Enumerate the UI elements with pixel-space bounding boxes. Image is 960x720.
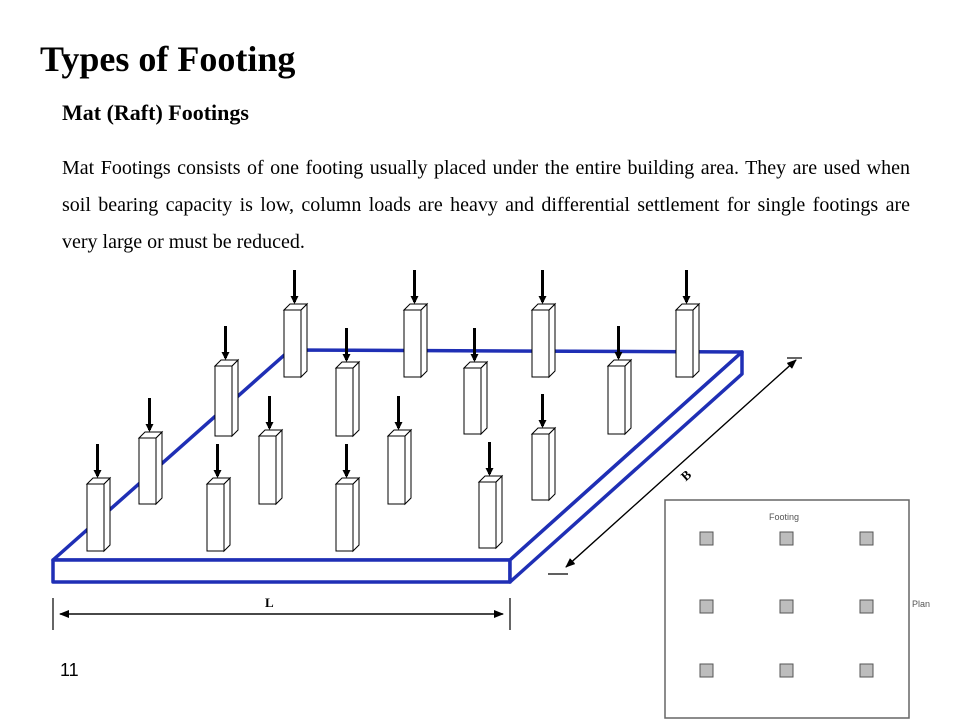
section-heading: Mat (Raft) Footings <box>62 100 249 125</box>
breadth-label: B <box>677 466 695 484</box>
plan-pad-3 <box>860 532 873 545</box>
column-1 <box>284 270 307 377</box>
description-paragraph: Mat Footings consists of one footing usually placed under the entire building area. They are used when soil bearing capacity is low, column loads are heavy and differential settlement for single footings are very large or must be reduced. <box>62 157 910 253</box>
plan-pad-1 <box>700 532 713 545</box>
length-dimension <box>53 598 510 630</box>
column-3 <box>532 270 555 377</box>
plan-footing-label: Footing <box>769 512 800 522</box>
plan-pad-2 <box>780 532 793 545</box>
column-16 <box>87 444 110 551</box>
column-8 <box>215 326 238 436</box>
plan-inset <box>665 500 930 718</box>
column-4 <box>676 270 699 377</box>
length-label: L <box>265 595 274 610</box>
column-12 <box>139 398 162 504</box>
column-7 <box>336 328 359 436</box>
column-6 <box>464 328 487 434</box>
slide-number: 11 <box>60 660 79 680</box>
plan-pad-6 <box>860 600 873 613</box>
plan-pad-9 <box>860 664 873 677</box>
plan-pad-8 <box>780 664 793 677</box>
slide-title: Types of Footing <box>40 39 296 79</box>
column-5 <box>608 326 631 434</box>
plan-pad-4 <box>700 600 713 613</box>
column-2 <box>404 270 427 377</box>
plan-pad-5 <box>780 600 793 613</box>
plan-pad-7 <box>700 664 713 677</box>
plan-label: Plan <box>912 599 931 609</box>
